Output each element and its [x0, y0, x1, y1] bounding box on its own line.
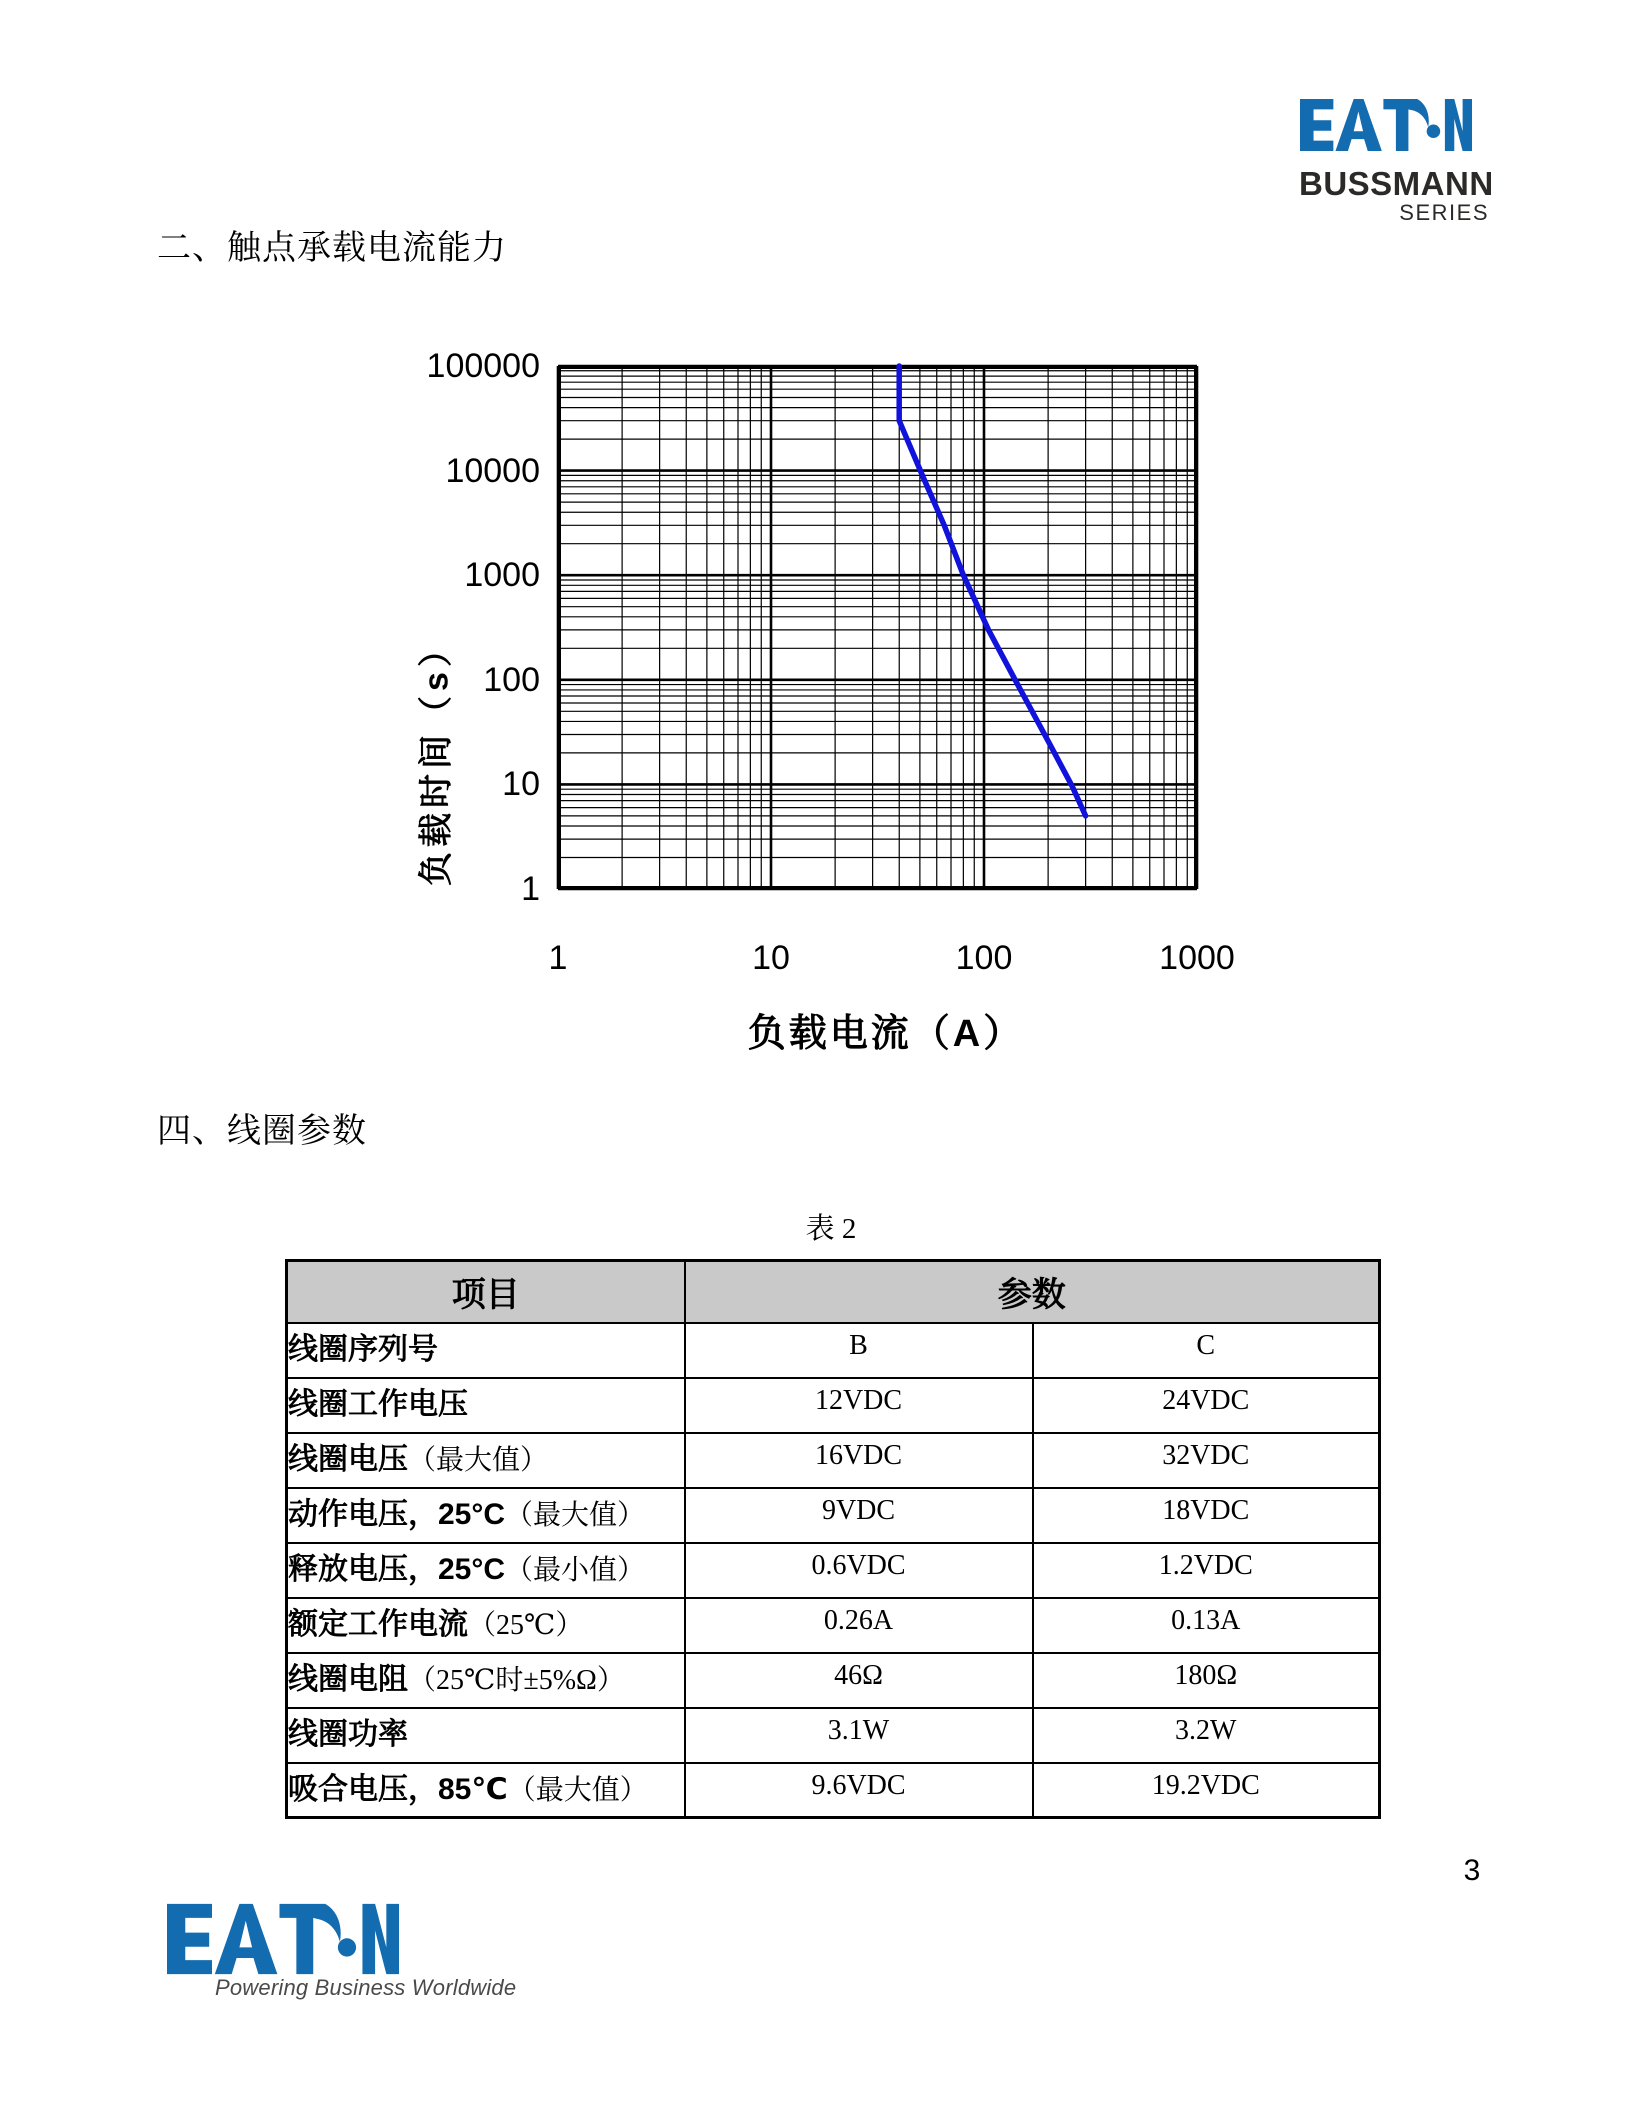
value-cell-b: 46Ω: [685, 1653, 1033, 1708]
row-label-cell: [287, 1543, 685, 1598]
value-cell-c: 18VDC: [1033, 1488, 1380, 1543]
eaton-footer-logo-glyphs: [167, 1903, 399, 1975]
page-number: 3: [1463, 1854, 1481, 1887]
section-heading-contact-capacity: 二、触点承载电流能力: [157, 230, 507, 267]
eaton-footer-logo: [167, 1903, 399, 1975]
table-row: [287, 1433, 1380, 1488]
eaton-logo-glyphs: [1300, 96, 1472, 154]
value-cell-b: 9.6VDC: [685, 1763, 1033, 1818]
header-cell-item: 项目: [287, 1261, 685, 1323]
row-label: 动作电压，25°C: [288, 1498, 506, 1531]
x-tick-1: 1: [548, 939, 568, 977]
table-row: [287, 1708, 1380, 1763]
section-heading-coil-params: 四、线圈参数: [157, 1113, 367, 1150]
table-row: [287, 1323, 1380, 1378]
value-cell-b: 0.6VDC: [685, 1543, 1033, 1598]
eaton-tagline: Powering Business Worldwide: [215, 1975, 517, 2000]
row-label: 吸合电压，85℃: [288, 1772, 508, 1806]
value-cell-c: 180Ω: [1033, 1653, 1380, 1708]
row-label-cell: [287, 1488, 685, 1543]
coil-parameters-table: [285, 1259, 1381, 1819]
row-label-note: （最大值）: [507, 1774, 648, 1806]
value-cell-c: 32VDC: [1033, 1433, 1380, 1488]
header-cell-param: 参数: [685, 1261, 1380, 1323]
row-label-cell: [287, 1598, 685, 1653]
grid-minor-lines: [558, 366, 1197, 889]
value-cell-c: 0.13A: [1033, 1598, 1380, 1653]
row-label: 线圈电压: [288, 1443, 408, 1476]
y-axis-title: 负载时间（s）: [417, 628, 456, 886]
value-cell-c: 1.2VDC: [1033, 1543, 1380, 1598]
value-cell-c: 3.2W: [1033, 1708, 1380, 1763]
row-label-cell: [287, 1708, 685, 1763]
y-tick-1: 1: [521, 870, 540, 908]
table-row: [287, 1598, 1380, 1653]
eaton-logo: [1300, 96, 1472, 154]
table-row: [287, 1543, 1380, 1598]
y-tick-1000: 1000: [464, 556, 540, 594]
row-label: 线圈工作电压: [288, 1388, 468, 1421]
value-cell-b: 16VDC: [685, 1433, 1033, 1488]
eaton-letters: [167, 1904, 399, 1974]
row-label-cell: [287, 1378, 685, 1433]
x-tick-10: 10: [752, 939, 790, 977]
series-wordmark: SERIES: [1399, 200, 1489, 225]
x-axis-title: 负载电流（A）: [747, 1013, 1025, 1055]
chart-plot-area: [558, 366, 1197, 889]
value-cell-b: B: [685, 1323, 1033, 1378]
row-label-note: （最大值）: [505, 1500, 646, 1531]
value-cell-c: C: [1033, 1323, 1380, 1378]
grid-major-lines: [558, 366, 1197, 889]
y-tick-10000: 10000: [445, 452, 540, 490]
value-cell-b: 0.26A: [685, 1598, 1033, 1653]
row-label-note: （最小值）: [505, 1555, 646, 1586]
row-label: 线圈电阻: [288, 1663, 408, 1696]
value-cell-c: 19.2VDC: [1033, 1763, 1380, 1818]
y-tick-100000: 100000: [426, 347, 540, 385]
table-row: [287, 1378, 1380, 1433]
value-cell-c: 24VDC: [1033, 1378, 1380, 1433]
row-label-note: （25℃）: [468, 1610, 584, 1641]
eaton-letters: [1300, 99, 1472, 151]
plot-frame: [560, 368, 1196, 888]
table-caption: 表 2: [805, 1213, 857, 1245]
bussmann-wordmark: BUSSMANN: [1299, 165, 1494, 202]
x-tick-100: 100: [955, 939, 1013, 977]
row-label-cell: [287, 1763, 685, 1818]
y-tick-10: 10: [502, 765, 540, 803]
row-label-note: （25℃时±5%Ω）: [408, 1665, 625, 1696]
row-label-note: （最大值）: [408, 1445, 549, 1476]
row-label: 线圈序列号: [288, 1333, 438, 1366]
row-label: 额定工作电流: [288, 1608, 468, 1641]
x-tick-1000: 1000: [1159, 939, 1235, 977]
y-tick-100: 100: [483, 661, 540, 699]
row-label: 释放电压，25°C: [288, 1553, 506, 1586]
value-cell-b: 3.1W: [685, 1708, 1033, 1763]
table-row: [287, 1763, 1380, 1818]
value-cell-b: 12VDC: [685, 1378, 1033, 1433]
table-row: [287, 1653, 1380, 1708]
table-header-row: [287, 1261, 1380, 1323]
row-label-cell: [287, 1323, 685, 1378]
row-label-cell: [287, 1653, 685, 1708]
row-label-cell: [287, 1433, 685, 1488]
value-cell-b: 9VDC: [685, 1488, 1033, 1543]
row-label: 线圈功率: [288, 1718, 408, 1751]
table-row: [287, 1488, 1380, 1543]
